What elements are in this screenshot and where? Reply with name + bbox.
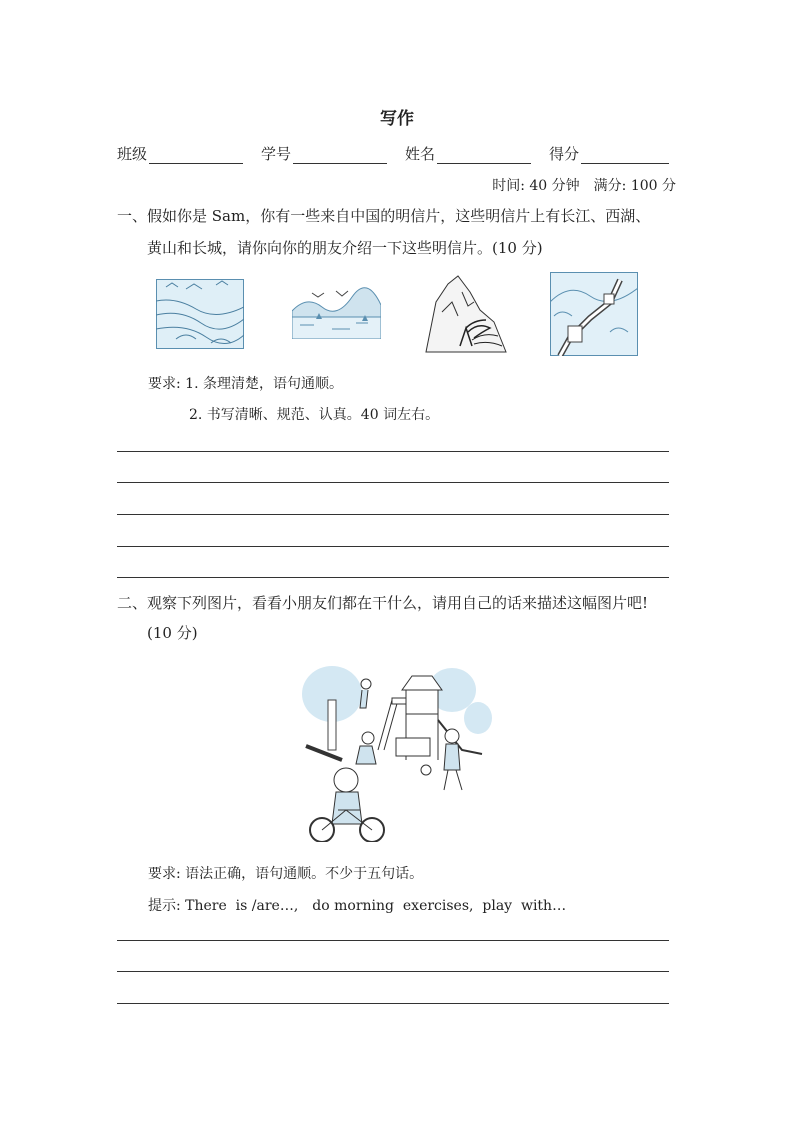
q1-line2: 黄山和长城，请你向你的朋友介绍一下这些明信片。(10 分) xyxy=(147,239,543,257)
q1-writing-line-4[interactable] xyxy=(117,546,669,547)
name-blank[interactable] xyxy=(437,145,531,164)
q2-line1: 二、观察下列图片，看看小朋友们都在干什么，请用自己的话来描述这幅图片吧! xyxy=(117,594,649,612)
name-label: 姓名 xyxy=(405,145,436,163)
q1-writing-line-1[interactable] xyxy=(117,451,669,452)
score-label: 得分 xyxy=(549,145,580,163)
q2-writing-line-2[interactable] xyxy=(117,971,669,972)
q1-requirement-1: 要求: 1. 条理清楚，语句通顺。 xyxy=(148,376,343,392)
q1-writing-line-2[interactable] xyxy=(117,482,669,483)
q1-line1: 一、假如你是 Sam，你有一些来自中国的明信片，这些明信片上有长江、西湖、 xyxy=(117,207,651,225)
class-blank[interactable] xyxy=(149,145,243,164)
huangshan-image xyxy=(422,272,508,354)
q1-writing-line-5[interactable] xyxy=(117,577,669,578)
q2-writing-line-1[interactable] xyxy=(117,940,669,941)
class-field[interactable] xyxy=(117,143,243,164)
q2-writing-line-3[interactable] xyxy=(117,1003,669,1004)
class-label: 班级 xyxy=(117,145,148,163)
time-info: 时间: 40 分钟 满分: 100 分 xyxy=(492,178,676,194)
west-lake-image xyxy=(292,285,381,339)
score-field[interactable] xyxy=(549,143,669,164)
name-field[interactable] xyxy=(405,143,531,164)
playground-image xyxy=(302,660,492,842)
number-field[interactable] xyxy=(261,143,387,164)
yangtze-river-image xyxy=(156,279,244,349)
number-blank[interactable] xyxy=(293,145,387,164)
q2-requirement: 要求: 语法正确，语句通顺。不少于五句话。 xyxy=(148,866,424,882)
great-wall-image xyxy=(550,272,638,356)
q2-line2: (10 分) xyxy=(147,624,198,642)
q1-requirement-2: 2. 书写清晰、规范、认真。40 词左右。 xyxy=(189,407,440,423)
q1-writing-line-3[interactable] xyxy=(117,514,669,515)
number-label: 学号 xyxy=(261,145,292,163)
score-blank[interactable] xyxy=(581,145,669,164)
q2-hint: 提示: There is /are…, do morning exercises, play with… xyxy=(148,898,567,914)
student-info-row xyxy=(117,143,673,167)
page-title: 写作 xyxy=(380,109,414,129)
